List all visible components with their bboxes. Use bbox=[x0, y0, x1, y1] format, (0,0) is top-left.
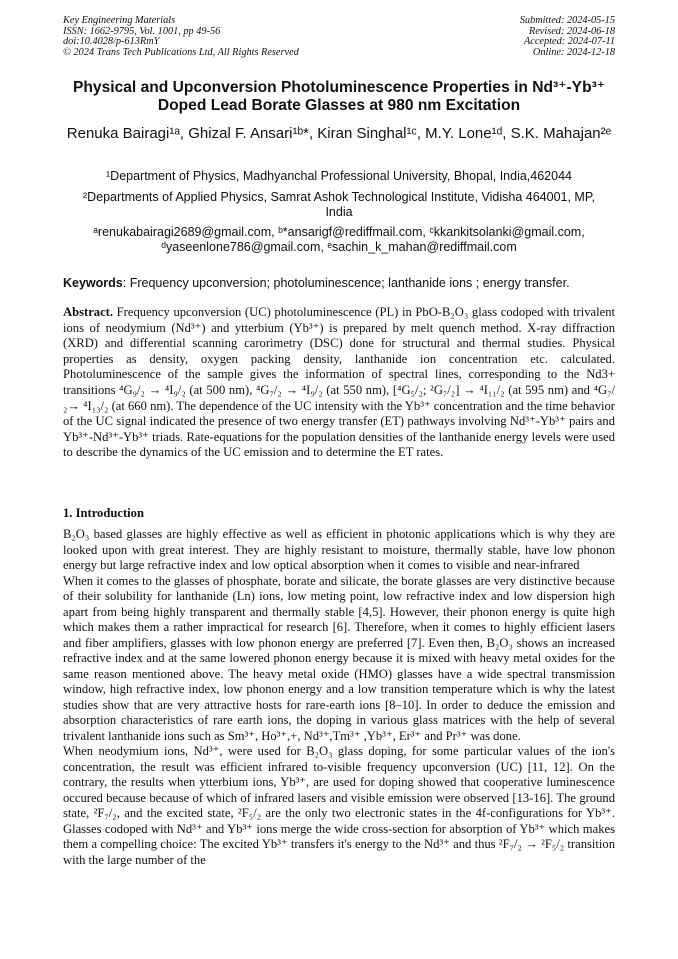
abstract bbox=[63, 305, 615, 461]
author-list: Renuka Bairagi¹ᵃ, Ghizal F. Ansari¹ᵇ*, Kiran Singhal¹ᶜ, M.Y. Lone¹ᵈ, S.K. Mahajan²ᵉ bbox=[66, 125, 612, 142]
keywords-text: : Frequency upconversion; photoluminescence; lanthanide ions ; energy transfer. bbox=[122, 276, 570, 290]
journal-header-left bbox=[63, 16, 299, 58]
submitted-date: Submitted: 2024-05-15 bbox=[519, 15, 615, 26]
issn-line: ISSN: 1662-9795, Vol. 1001, pp 49-56 bbox=[63, 25, 221, 37]
abstract-label: Abstract. bbox=[63, 305, 114, 319]
intro-paragraph: When it comes to the glasses of phosphate, borate and silicate, the borate glasses are very distinctive because of their solubility for lanthanide (Ln) ions, low meting point, low refractive index and low dispersion high apart from being highly transparent and thermally stable [4,5]. However, their phonon energy is quite high which makes them a rather impractical for research [6]. Therefore, when it comes to highly efficient lasers and fiber amplifiers, glasses with low phonon energy are preferred [7]. Even then, B₂O₃ shows an increased refractive index and at the same lowered phonon energy because it is mixed with heavy metal oxides for the same reason mentioned above. The heavy metal oxide (HMO) glasses have a wide spectral transmission window, high refractive index, low phonon energy and a low transition temperature which is why the latest studies show that are very attractive hosts for rare-earth ions [8–10]. In order to deduce the emission and absorption characteristics of rare earth ions, the doping in various glass matrices with the help of several trivalent lanthanide ions such as Sm³⁺, Ho³⁺,+, Nd³⁺,Tm³⁺ ,Yb³⁺, Er³⁺ and Pr³⁺ was done. bbox=[63, 573, 615, 743]
revised-date: Revised: 2024-06-18 bbox=[528, 25, 615, 37]
section-heading: 1. Introduction bbox=[63, 506, 144, 520]
author-emails: ᵃrenukabairagi2689@gmail.com, ᵇ*ansarigf@rediffmail.com, ᶜkkankitsolanki@gmail.com, ᵈyaseenlone786@gmail.com, ᵉsachin_k_mahan@rediffmail.com bbox=[93, 225, 585, 254]
intro-paragraph: When neodymium ions, Nd³⁺, were used for B₂O₃ glass doping, for some particular values of the ion's concentration, the result was efficient infrared to-visible frequency upconversion (UC) [11, 12]. On the contrary, the results when ytterbium ions, Yb³⁺, are used for doping showed that cooperative luminescence occured because because of which of infrared lasers and visible emission were observed [13-16]. The ground state, ²F₇/₂, and the excited state, ²F₅/₂ are the only two electronic states in the 4f-configurations for Yb³⁺. Glasses codoped with Nd³⁺ and Yb³⁺ ions merge the wide cross-section for absorption of Yb³⁺ which makes them a compelling choice: The excited Yb³⁺ transfers it's energy to the Nd³⁺ and thus ²F₇/₂ → ²F₅/₂ transition with the large number of the bbox=[63, 744, 615, 867]
doi-line: doi:10.4028/p-613RmY bbox=[63, 36, 160, 48]
affiliation-1: ¹Department of Physics, Madhyanchal Professional University, Bhopal, India,462044 bbox=[106, 169, 572, 183]
introduction-body bbox=[63, 527, 615, 868]
affiliation-2: ²Departments of Applied Physics, Samrat Ashok Technological Institute, Vidisha 464001, MP, India bbox=[82, 190, 596, 219]
copyright-line: © 2024 Trans Tech Publications Ltd, All Rights Reserved bbox=[63, 46, 299, 58]
journal-name: Key Engineering Materials bbox=[63, 15, 176, 26]
journal-header-right bbox=[520, 16, 615, 58]
accepted-date: Accepted: 2024-07-11 bbox=[523, 36, 615, 48]
keywords-label: Keywords bbox=[63, 276, 123, 290]
online-date: Online: 2024-12-18 bbox=[532, 46, 615, 58]
abstract-text: Frequency upconversion (UC) photoluminescence (PL) in PbO-B₂O₃ glass codoped with trivalent ions of neodymium (Nd³⁺) and ytterbium (Yb³⁺) is prepared by melt quench method. X-ray diffraction (XRD) and differential scanning carorimetry (DSC) done for structural and thermal studies. Physical properties as density, oxygen packing density, lanthanide ion concentration etc. calculated. Photoluminescence of the sample gives the information of spectral lines, corresponding to the Nd3+ transitions ⁴G₉/₂ → ⁴I₉/₂ (at 500 nm), ⁴G₇/₂ → ⁴I₉/₂ (at 550 nm), [⁴G₅/₂; ²G₇/₂] → ⁴I₁₁/₂ (at 595 nm) and ⁴G₇/₂→ ⁴I₁₃/₂ (at 660 nm). The dependence of the UC intensity with the Yb³⁺ concentration and the time behavior of the UC signal indicated the presence of two energy transfer (ET) pathways involving Nd³⁺-Yb³⁺ pairs and Yb³⁺-Nd³⁺-Yb³⁺ triads. Rate-equations for the population densities of the lanthanide energy levels were used to describe the dynamics of the UC emission and to determine the ET rates. bbox=[63, 305, 615, 460]
intro-paragraph: B₂O₃ based glasses are highly effective as well as efficient in photonic applications which is why they are looked upon with great interest. They are highly resistant to moisture, thermally stable, have low phonon energy but large refractive index and low optical absorption when it comes to visible and near-infrared bbox=[63, 527, 615, 572]
keywords-line bbox=[63, 276, 615, 291]
paper-title: Physical and Upconversion Photoluminescence Properties in Nd³⁺-Yb³⁺ Doped Lead Borate Glasses at 980 nm Excitation bbox=[72, 79, 606, 114]
